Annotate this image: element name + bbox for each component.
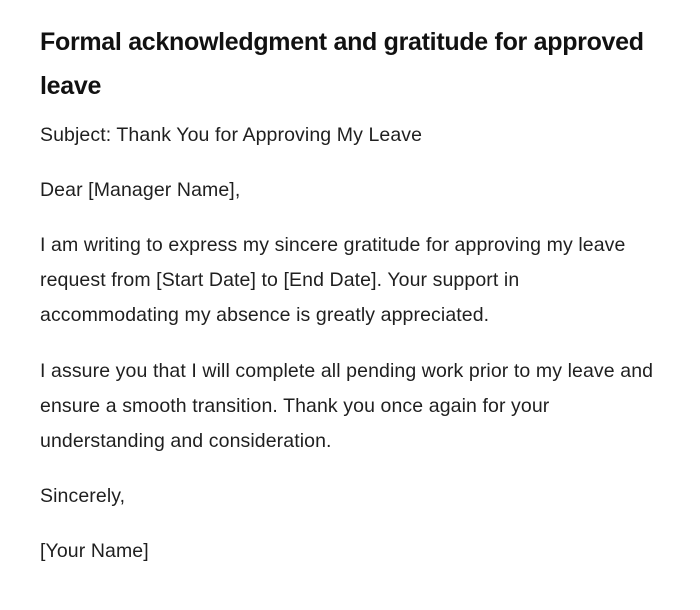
letter-closing: Sincerely,: [40, 485, 126, 507]
letter-signature: [Your Name]: [40, 540, 149, 562]
letter-paragraph-2: I assure you that I will complete all pending work prior to my leave and ensure a smooth transition. Thank you once again for your understanding and consideration.: [40, 360, 654, 452]
letter-paragraph-1: I am writing to express my sincere gratitude for approving my leave request from [Start Date] to [End Date]. Your support in accommodating my absence is greatly appreciated.: [40, 234, 626, 326]
letter-title: Formal acknowledgment and gratitude for approved leave: [40, 28, 644, 100]
letter-subject: Subject: Thank You for Approving My Leave: [40, 124, 423, 146]
letter-greeting: Dear [Manager Name],: [40, 179, 241, 201]
